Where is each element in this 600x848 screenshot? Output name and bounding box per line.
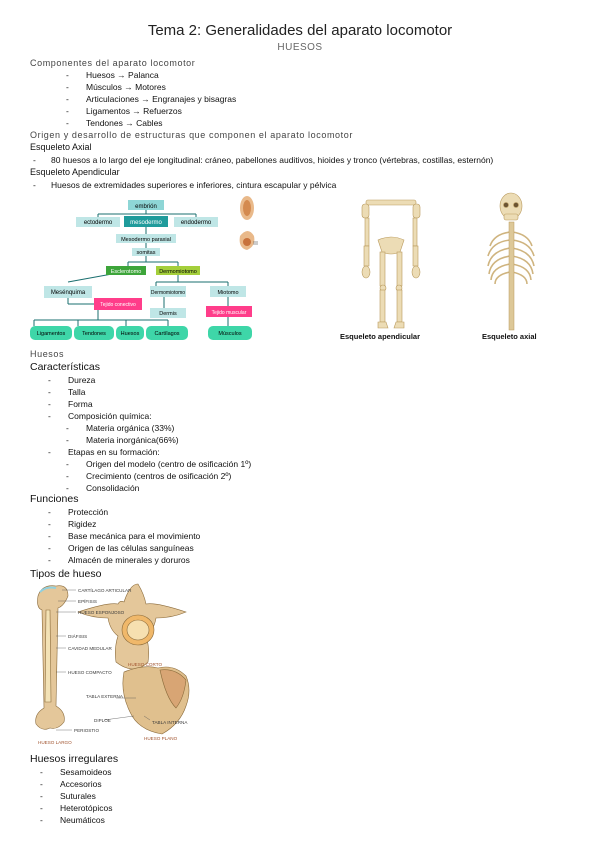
- list-item: - Huesos → Palanca: [66, 69, 236, 81]
- node-somitas-label: somitas: [136, 250, 156, 256]
- axial-caption: Esqueleto axial: [482, 332, 537, 341]
- irregular-list: [40, 766, 112, 826]
- appendicular-text: - Huesos de extremidades superiores e inferiores, cintura escapular y pélvica: [33, 180, 337, 190]
- list-item: - Neumáticos: [40, 814, 112, 826]
- node-mesodermo-paraxial-label: Mesodermo paraxial: [121, 237, 171, 243]
- label-compacto: HUESO COMPACTO: [68, 670, 112, 675]
- list-item: - Materia orgánica (33%): [66, 422, 179, 434]
- list-item: - Forma: [48, 398, 152, 410]
- axial-skeleton-illustration: [482, 192, 540, 334]
- node-mesenquima-label: Mesénquima: [50, 290, 86, 296]
- stages-list: [66, 458, 251, 494]
- list-item: - Etapas en su formación:: [48, 446, 160, 458]
- characteristics-heading: Características: [30, 361, 101, 373]
- node-tendones-label: Tendones: [82, 331, 106, 337]
- list-item: - Heterotópicos: [40, 802, 112, 814]
- node-tejido-conectivo-label: Tejido conectivo: [100, 302, 136, 308]
- bone-types-illustration: [32, 582, 200, 748]
- list-item: - Origen del modelo (centro de osificación 1º): [66, 458, 251, 470]
- embryo-illustration: [237, 192, 259, 262]
- list-item: - Accesorios: [40, 778, 112, 790]
- node-huesos-label: Huesos: [120, 331, 140, 337]
- axial-heading: Esqueleto Axial: [30, 142, 92, 152]
- list-item: - Rigidez: [48, 518, 200, 530]
- irregular-heading: Huesos irregulares: [30, 753, 119, 765]
- node-mesodermo-label: mesodermo: [130, 220, 162, 226]
- list-item: - Consolidación: [66, 482, 251, 494]
- node-miotomo-label: Miotomo: [217, 290, 239, 296]
- huesos-heading: Huesos: [30, 349, 65, 359]
- embryology-diagram: [28, 192, 264, 348]
- node-endodermo-label: endodermo: [180, 220, 212, 226]
- node-musculos-label: Músculos: [218, 331, 242, 337]
- node-ectodermo-label: ectodermo: [83, 220, 113, 226]
- page-title: Tema 2: Generalidades del aparato locomotor: [147, 22, 453, 39]
- label-tabla-externa: TABLA EXTERNA: [86, 694, 123, 699]
- list-item: - Sesamoideos: [40, 766, 112, 778]
- list-item: - Músculos → Motores: [66, 81, 236, 93]
- functions-list: [48, 506, 200, 566]
- label-cartilago: CARTÍLAGO ARTICULAR: [78, 588, 132, 593]
- node-tejido-muscular-label: Tejido muscular: [211, 310, 247, 316]
- page-subtitle: HUESOS: [277, 42, 323, 53]
- origin-heading: Origen y desarrollo de estructuras que componen el aparato locomotor: [30, 130, 353, 140]
- list-item: - Base mecánica para el movimiento: [48, 530, 200, 542]
- list-item: - Protección: [48, 506, 200, 518]
- label-hueso-plano: HUESO PLANO: [144, 736, 178, 741]
- list-item: - Dureza: [48, 374, 152, 386]
- list-item: - Composición química:: [48, 410, 152, 422]
- appendicular-skeleton-illustration: [356, 194, 426, 336]
- list-item: - Origen de las células sanguíneas: [48, 542, 200, 554]
- node-ligamentos-label: Ligamentos: [36, 331, 66, 337]
- label-epifisis: EPÍFISIS: [78, 599, 97, 604]
- label-tabla-interna: TABLA INTERNA: [152, 720, 188, 725]
- label-esponjoso: HUESO ESPONJOSO: [78, 610, 125, 615]
- list-item: - Articulaciones → Engranajes y bisagras: [66, 93, 236, 105]
- components-list: [66, 69, 236, 129]
- node-dermomiotomo-label: Dermomiotomo: [159, 269, 197, 275]
- label-diploe: DIPLOE: [94, 718, 111, 723]
- node-cartilagos-label: Cartílagos: [154, 331, 180, 337]
- list-item: - Crecimiento (centros de osificación 2º): [66, 470, 251, 482]
- list-item: - Suturales: [40, 790, 112, 802]
- list-item: - Tendones → Cables: [66, 117, 236, 129]
- node-dermis-label: Dermis: [159, 311, 177, 317]
- label-periostio: PERIOSTIO: [74, 728, 100, 733]
- label-hueso-corto: HUESO CORTO: [128, 662, 163, 667]
- label-hueso-largo: HUESO LARGO: [38, 740, 72, 745]
- characteristics-list: [48, 374, 152, 422]
- node-embrion-label: embrión: [135, 204, 157, 210]
- label-diafisis: DIÁFISIS: [68, 634, 88, 639]
- components-heading: Componentes del aparato locomotor: [30, 58, 196, 68]
- composition-list: [66, 422, 179, 446]
- node-esclerotomo-label: Esclerotomo: [110, 269, 142, 275]
- list-item: - Materia inorgánica(66%): [66, 434, 179, 446]
- list-item: - Ligamentos → Refuerzos: [66, 105, 236, 117]
- node-dermomiotomo-2-label: Dermomiotomo: [150, 290, 186, 296]
- appendicular-heading: Esqueleto Apendicular: [30, 167, 120, 177]
- appendicular-caption: Esqueleto apendicular: [340, 332, 421, 341]
- types-heading: Tipos de hueso: [30, 568, 102, 580]
- axial-text: - 80 huesos a lo largo del eje longitudinal: cráneo, pabellones auditivos, hioides y tronco (vértebras, costillas, esternón): [33, 155, 494, 165]
- list-item: - Almacén de minerales y doruros: [48, 554, 200, 566]
- functions-heading: Funciones: [30, 493, 79, 505]
- list-item: - Talla: [48, 386, 152, 398]
- label-cavidad: CAVIDAD MEDULAR: [68, 646, 112, 651]
- stages-label-list: [48, 446, 160, 458]
